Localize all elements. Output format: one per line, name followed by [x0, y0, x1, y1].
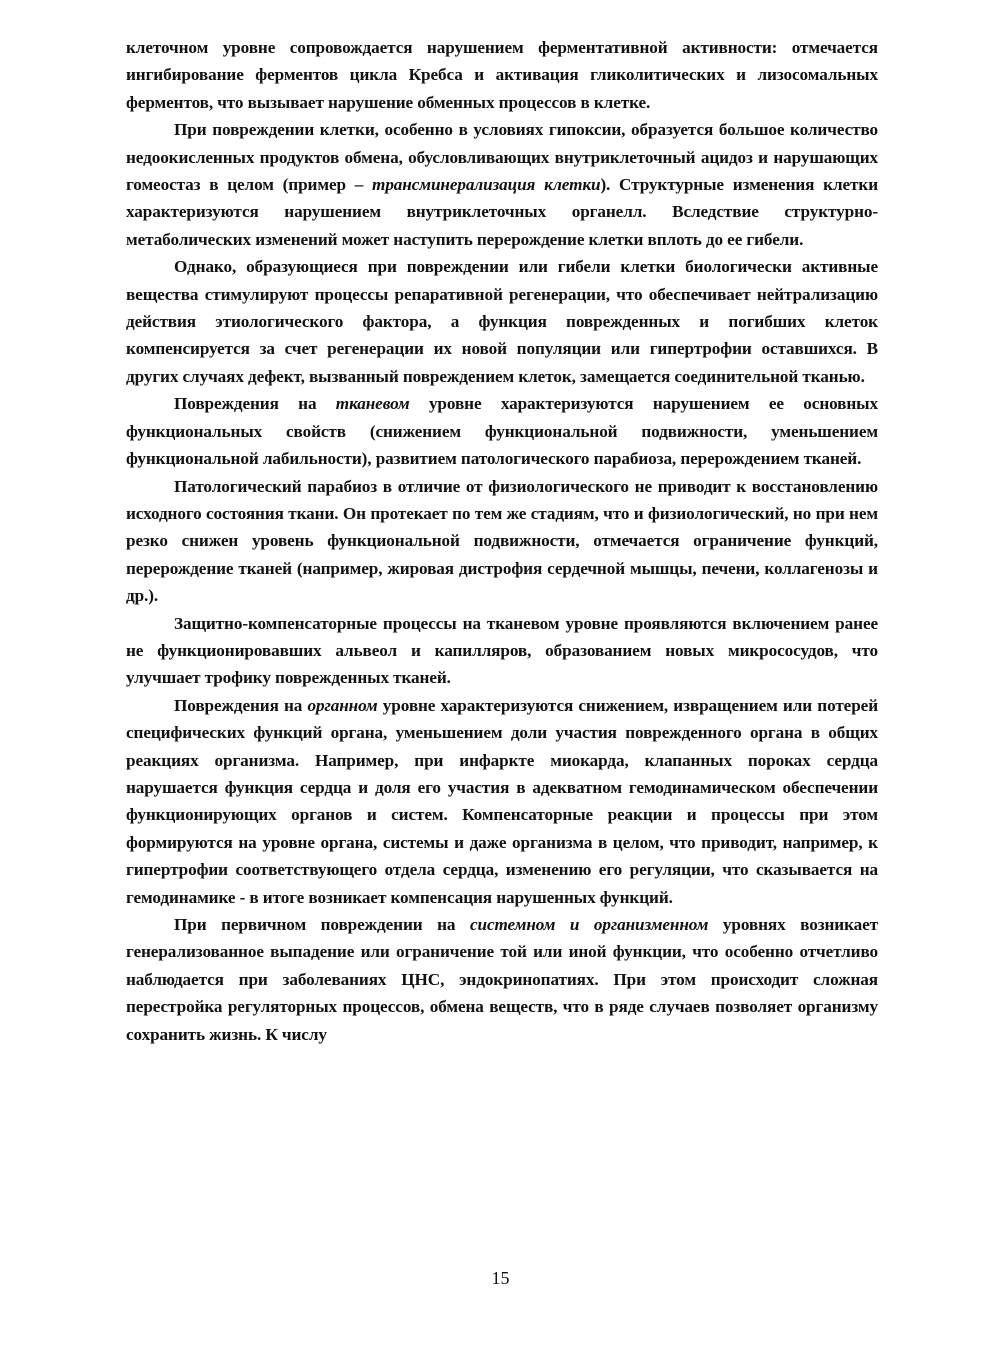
paragraph-text: При первичном повреждении на [174, 915, 470, 934]
paragraph-text: клеточном уровне сопровождается нарушением ферментативной активности: отмечается ингибирование ферментов цикла Кребса и активация гликолитических и лизосомальных ферментов, что вызывает нарушение обменных процессов в клетке. [126, 38, 878, 112]
paragraph-text: уровне характеризуются нарушением ее основных функциональных свойств (снижением функциональной подвижности, уменьшением функциональной лабильности), развитием патологического парабиоза, перерождением тканей. [126, 394, 878, 469]
paragraph-text: Защитно-компенсаторные процессы на тканевом уровне проявляются включением ранее не функционировавших альвеол и капилляров, образованием новых микрососудов, что улучшает трофику поврежденных тканей. [126, 613, 878, 688]
paragraph-text: уровнях возникает генерализованное выпадение или ограничение той или иной функции, что особенно отчетливо наблюдается при заболеваниях ЦНС, эндокринопатиях. При этом происходит сложная перестройка регуляторных процессов, обмена веществ, что в ряде случаев позволяет организму сохранить жизнь. К числу [126, 915, 879, 1044]
paragraph-text: Патологический парабиоз в отличие от физиологического не приводит к восстановлению исходного состояния ткани. Он протекает по тем же стадиям, что и физиологический, но при нем резко снижен уровень функциональной подвижности, отмечается ограничение функций, перерождение тканей (например, жировая дистрофия сердечной мышцы, печени, коллагенозы и др.). [126, 476, 878, 606]
paragraph-cell-level-enzymes [126, 34, 878, 116]
italic-term: органном [307, 695, 378, 715]
paragraph-parabiosis [126, 473, 878, 610]
paragraph-text: ). Структурные изменения клетки характеризуются нарушением внутриклеточных органелл. Вследствие структурно-метаболических изменений может наступить перерождение клетки вплоть до ее гибели. [126, 175, 878, 249]
page-text-body [126, 34, 878, 1048]
italic-term: тканевом [335, 394, 410, 414]
italic-term: трансминерализация клетки [372, 175, 601, 195]
italic-term: системном и организменном [470, 915, 709, 934]
paragraph-cell-hypoxia [126, 116, 878, 253]
paragraph-text: уровне характеризуются снижением, извращением или потерей специфических функций органа, уменьшением доли участия поврежденного органа в общих реакциях организма. Например, при инфаркте миокарда, клапанных пороках сердца нарушается функция сердца и доля его участия в адекватном гемодинамическом обеспечении функционирующих органов и систем. Компенсаторные реакции и процессы при этом формируются на уровне органа, системы и даже организма в целом, что приводит, например, к гипертрофии соответствующего отдела сердца, изменению его регуляции, что сказывается на гемодинамике - в итоге возникает компенсация нарушенных функций. [126, 695, 878, 907]
paragraph-tissue-compensation [126, 610, 878, 692]
paragraph-system-organism-level [126, 911, 878, 1048]
paragraph-text: Повреждения на [174, 695, 308, 715]
paragraph-text: Повреждения на [174, 394, 336, 414]
paragraph-tissue-level [126, 390, 878, 472]
paragraph-organ-level [126, 692, 878, 911]
paragraph-regeneration [126, 253, 878, 390]
page-number: 15 [491, 1268, 510, 1288]
paragraph-text: Однако, образующиеся при повреждении или гибели клетки биологически активные вещества стимулируют процессы репаративной регенерации, что обеспечивает нейтрализацию действия этиологического фактора, а функция поврежденных и погибших клеток компенсируется за счет регенерации их новой популяции или гипертрофии оставшихся. В других случаях дефект, вызванный повреждением клеток, замещается соединительной тканью. [126, 257, 878, 386]
paragraph-text: При повреждении клетки, особенно в условиях гипоксии, образуется большое количество недоокисленных продуктов обмена, обусловливающих внутриклеточный ацидоз и нарушающих гомеостаз в целом (пример – [126, 120, 878, 195]
